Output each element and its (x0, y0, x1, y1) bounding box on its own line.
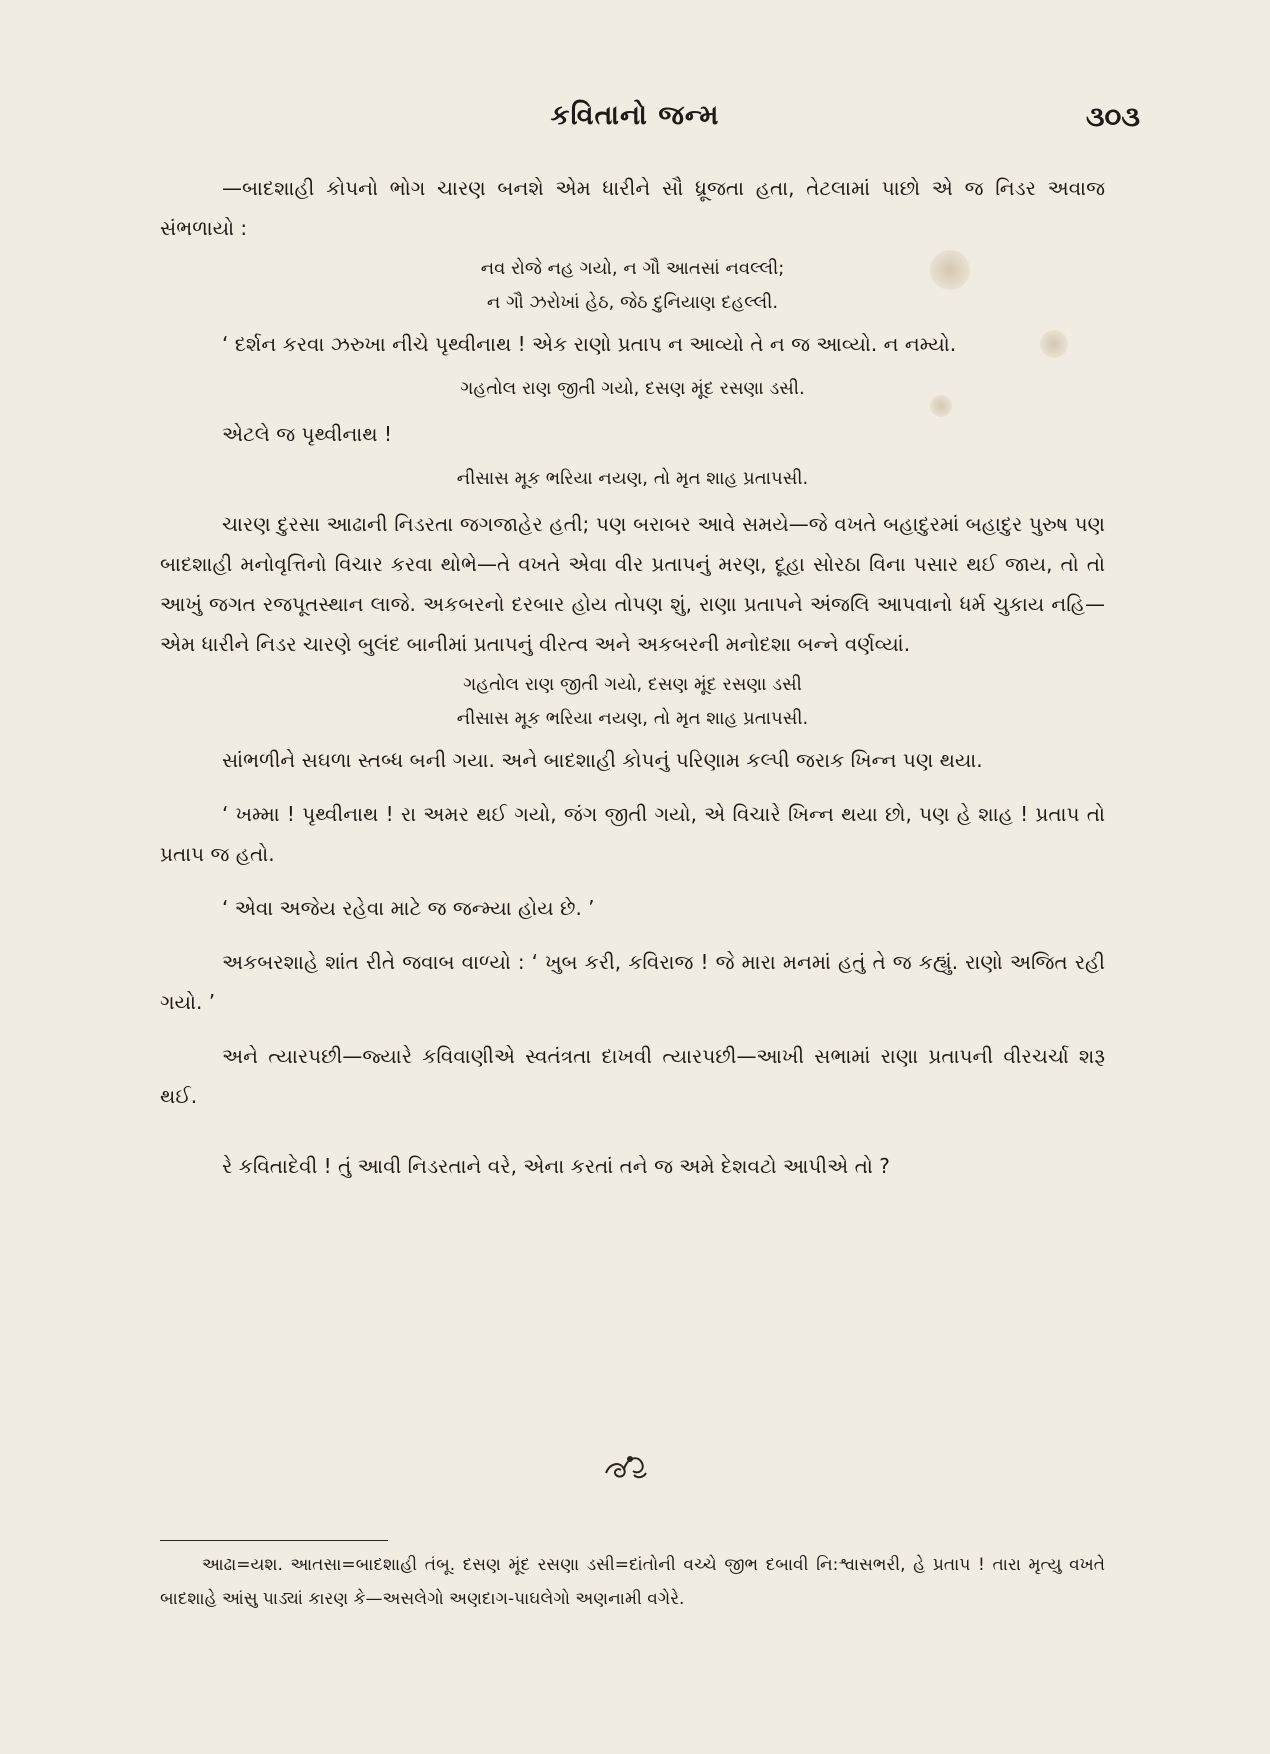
verse-line: નીસાસ મૂક ભરિયા નયણ, તો મૃત શાહ પ્રતાપસી. (456, 468, 809, 489)
paragraph: ‘ દર્શન કરવા ઝરુખા નીચે પૃથ્વીનાથ ! એક રાણો પ્રતાપ ન આવ્યો તે ન જ આવ્યો. ન નમ્યો. (222, 332, 957, 356)
verse-line: ગહતોલ રાણ જીતી ગયો, દસણ મૂંદ રસણા ડસી (463, 674, 802, 695)
paragraph: ચારણ દુરસા આઢાની નિડરતા જગજાહેર હતી; પણ બરાબર આવે સમયે—જે વખતે બહાદુરમાં બહાદુર પુરુષ પણ બાદશાહી મનોવૃત્તિનો વિચાર કરવા થોભે—તે વખતે એવા વીર પ્રતાપનું મરણ, દૂહા સોરઠા વિના પસાર થઈ જાય, તો તો આખું જગત રજપૂતસ્થાન લાજે. અકબરનો દરબાર હોય તોપણ શું, રાણા પ્રતાપને અંજલિ આપવાનો ધર્મ ચુકાય નહિ—એમ ધારીને નિડર ચારણે બુલંદ બાનીમાં પ્રતાપનું વીરત્વ અને અકબરની મનોદશા બન્ને વર્ણવ્યાં. (160, 512, 1105, 656)
paragraph: ‘ ખમ્મા ! પૃથ્વીનાથ ! રા અમર થઈ ગયો, જંગ જીતી ગયો, એ વિચારે ખિન્ન થયા છો, પણ હે શાહ ! પ્રતાપ તો પ્રતાપ જ હતો. (160, 802, 1105, 866)
verse-line: નીસાસ મૂક ભરિયા નયણ, તો મૃત શાહ પ્રતાપસી. (456, 708, 809, 729)
ornament-icon (600, 1445, 650, 1485)
verse-couplet (160, 252, 1105, 320)
footnote-divider (160, 1540, 388, 1541)
main-text (160, 168, 1105, 1186)
verse-line: નવ રોજે નહ ગયો, ન ગૌ આતસાં નવલ્લી; (480, 258, 785, 279)
paragraph: સાંભળીને સઘળા સ્તબ્ધ બની ગયા. અને બાદશાહી કોપનું પરિણામ કલ્પી જરાક ખિન્ન પણ થયા. (222, 748, 983, 772)
paragraph: રે કવિતાદેવી ! તું આવી નિડરતાને વરે, એના કરતાં તને જ અમે દેશવટો આપીએ તો ? (222, 1154, 890, 1178)
running-title: કવિતાનો જન્મ (550, 100, 720, 131)
paragraph: —બાદશાહી કોપનો ભોગ ચારણ બનશે એમ ધારીને સૌ ધ્રૂજતા હતા, તેટલામાં પાછો એ જ નિડર અવાજ સંભળાયો : (160, 176, 1105, 240)
paragraph: અને ત્યારપછી—જ્યારે કવિવાણીએ સ્વતંત્રતા દાખવી ત્યારપછી—આખી સભામાં રાણા પ્રતાપની વીરચર્ચા શરૂ થઈ. (160, 1044, 1105, 1108)
page-number: ૩૦૩ (1085, 100, 1140, 133)
paragraph: એટલે જ પૃથ્વીનાથ ! (222, 422, 393, 446)
verse-couplet (160, 668, 1105, 736)
paragraph: અકબરશાહે શાંત રીતે જવાબ વાળ્યો : ‘ ખુબ કરી, કવિરાજ ! જે મારા મનમાં હતું તે જ કહ્યું. રાણો અજિત રહી ગયો. ’ (160, 950, 1105, 1014)
verse-line: ગહતોલ રાણ જીતી ગયો, દસણ મૂંદ રસણા ડસી. (460, 378, 805, 399)
verse-line: ન ગૌ ઝરોખાં હેઠ, જેઠ દુનિયાણ દહલ્લી. (486, 292, 779, 313)
footnote: આઢા=યશ. આતસા=બાદશાહી તંબૂ. દસણ મૂંદ રસણા ડસી=દાંતોની વચ્ચે જીભ દબાવી નિ:શ્વાસભરી, હે પ્રતાપ ! તારા મૃત્યુ વખતે બાદશાહે આંસુ પાડ્યાં કારણ કે—અસલેગો અણદાગ-પાઘલેગો અણનામી વગેરે. (160, 1555, 1105, 1609)
paragraph: ‘ એવા અજેય રહેવા માટે જ જન્મ્યા હોય છે. ’ (222, 896, 595, 920)
